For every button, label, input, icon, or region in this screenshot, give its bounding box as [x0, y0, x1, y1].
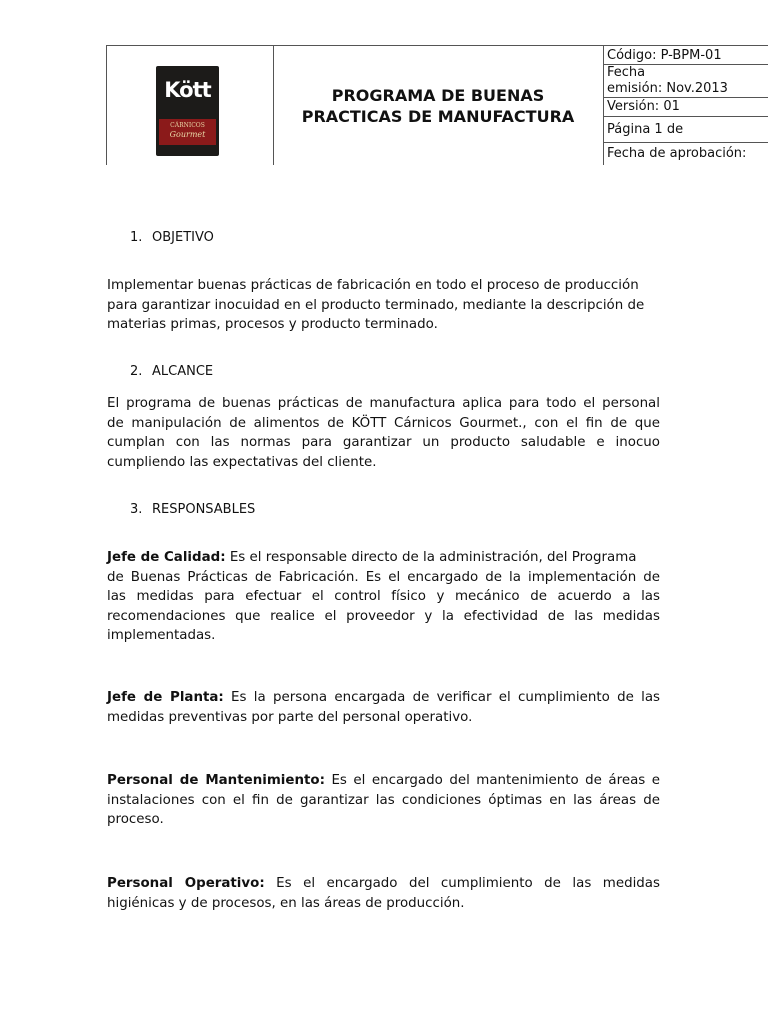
- operativo-paragraph: [107, 874, 660, 913]
- logo-cell: [107, 46, 274, 165]
- logo-brand: Kött: [164, 78, 211, 102]
- heading-title: ALCANCE: [152, 364, 214, 379]
- role-text: Es el encargado del cumplimiento de las medidas: [264, 876, 660, 891]
- heading-number: 2.: [130, 364, 143, 379]
- paragraph-line: El programa de buenas prácticas de manufactura aplica para todo el personal: [107, 396, 660, 411]
- paragraph-line: [107, 548, 660, 568]
- paragraph-line: las medidas para efectuar el control físico y mecánico de acuerdo a las: [107, 589, 660, 604]
- meta-cell: [604, 46, 768, 165]
- paragraph-line: de Buenas Prácticas de Fabricación. Es el encargado de la implementación de: [107, 569, 660, 585]
- heading-title: RESPONSABLES: [152, 502, 256, 517]
- paragraph-line: implementadas.: [107, 628, 216, 643]
- role-text: Es el encargado del mantenimiento de áreas e: [324, 773, 660, 788]
- paragraph-line: instalaciones con el fin de garantizar las condiciones óptimas en las áreas de: [107, 792, 660, 808]
- heading-alcance: [130, 364, 213, 379]
- role-text: Es la persona encargada de verificar el cumplimiento de las: [223, 690, 660, 705]
- meta-version: Versión: 01: [604, 98, 768, 117]
- meta-fecha-emision: [604, 65, 768, 98]
- document-title-line-2: PRACTICAS DE MANUFACTURA: [301, 107, 575, 126]
- paragraph-line: cumplan con las normas para garantizar un producto saludable e inocuo: [107, 435, 660, 450]
- paragraph-line: [107, 874, 660, 894]
- objetivo-paragraph: [107, 276, 660, 335]
- jefe-planta-paragraph: [107, 688, 660, 727]
- paragraph-line: [107, 688, 660, 708]
- heading-title: OBJETIVO: [152, 230, 214, 245]
- paragraph-line: recomendaciones que realice el proveedor y la efectividad de las medidas: [107, 608, 660, 624]
- role-label: Jefe de Calidad:: [107, 550, 226, 565]
- meta-fecha-emision-line-1: Fecha: [607, 65, 646, 80]
- heading-number: 3.: [130, 502, 143, 517]
- paragraph-line: Implementar buenas prácticas de fabricación en todo el proceso de producción: [107, 278, 639, 293]
- role-label: Personal de Mantenimiento:: [107, 773, 325, 788]
- logo-band: [159, 119, 216, 145]
- logo-subtitle: CÁRNICOS: [170, 122, 205, 129]
- alcance-paragraph: [107, 394, 660, 472]
- heading-number: 1.: [130, 230, 143, 245]
- role-label: Jefe de Planta:: [107, 690, 224, 705]
- heading-responsables: [130, 502, 255, 517]
- meta-fecha-emision-line-2: emisión: Nov.2013: [607, 81, 728, 96]
- heading-objetivo: [130, 230, 214, 245]
- title-cell: [273, 46, 604, 165]
- document-title-line-1: PROGRAMA DE BUENAS: [331, 86, 545, 105]
- paragraph-line: de manipulación de alimentos de KÖTT Cárnicos Gourmet., con el fin de que: [107, 415, 660, 431]
- paragraph-line: proceso.: [107, 812, 164, 827]
- paragraph-line: materias primas, procesos y producto terminado.: [107, 317, 438, 332]
- role-label: Personal Operativo:: [107, 876, 265, 891]
- meta-fecha-aprobacion: Fecha de aprobación:: [607, 146, 747, 161]
- document-header: [106, 45, 768, 165]
- meta-pagina: Página 1 de: [604, 117, 768, 143]
- meta-codigo: Código: P-BPM-01: [604, 46, 768, 65]
- jefe-calidad-paragraph: [107, 548, 660, 646]
- paragraph-line: higiénicas y de procesos, en las áreas de producción.: [107, 895, 465, 911]
- paragraph-line: [107, 771, 660, 791]
- paragraph-line: para garantizar inocuidad en el producto terminado, mediante la descripción de: [107, 297, 645, 313]
- paragraph-line: cumpliendo las expectativas del cliente.: [107, 454, 377, 470]
- paragraph-line: medidas preventivas por parte del personal operativo.: [107, 709, 473, 725]
- mantenimiento-paragraph: [107, 771, 660, 830]
- role-text: Es el responsable directo de la administración, del Programa: [225, 550, 637, 565]
- kott-logo: [156, 66, 219, 156]
- logo-script: Gourmet: [169, 130, 206, 139]
